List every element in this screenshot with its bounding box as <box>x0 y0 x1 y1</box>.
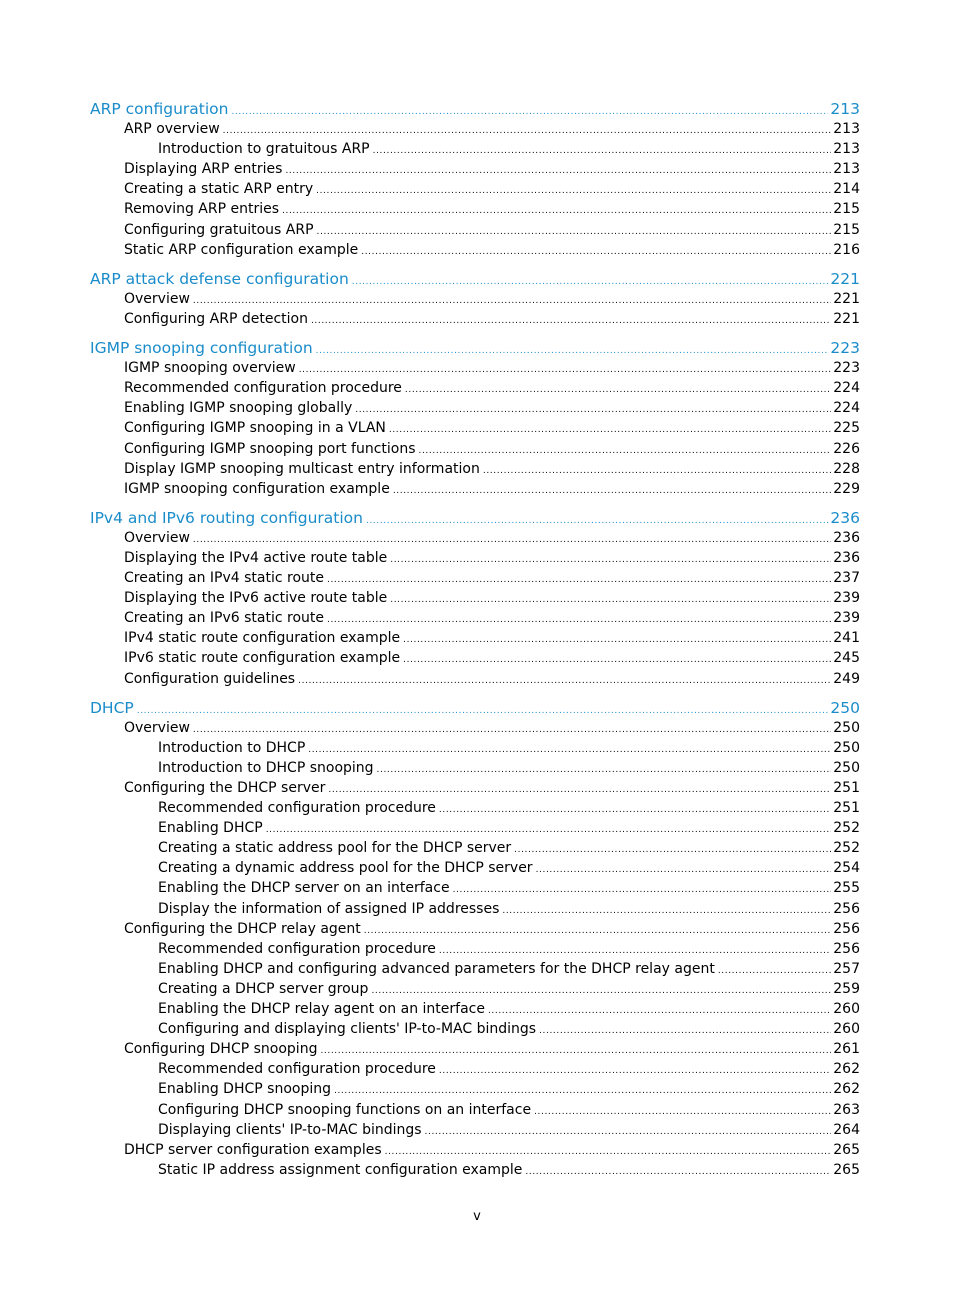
toc-entry-link[interactable] <box>124 240 860 260</box>
toc-entry-link[interactable] <box>158 959 860 979</box>
toc-entry-link[interactable] <box>124 778 860 798</box>
toc-entry-link[interactable] <box>124 289 860 309</box>
dot-leader <box>282 206 831 216</box>
dot-leader <box>377 765 832 775</box>
dot-leader <box>514 845 831 855</box>
toc-entry-link[interactable] <box>124 418 860 438</box>
toc-entry-page-number: 221 <box>833 310 860 327</box>
toc-entry-page-number: 245 <box>833 650 860 667</box>
dot-leader <box>327 575 831 585</box>
toc-entry-page-number: 260 <box>833 1021 860 1038</box>
dot-leader <box>364 926 832 936</box>
toc-entry-page-number: 256 <box>833 940 860 957</box>
toc-entry-title: Introduction to DHCP <box>158 739 306 756</box>
toc-entry-page-number: 263 <box>833 1101 860 1118</box>
toc-entry-title: Recommended configuration procedure <box>124 380 402 397</box>
dot-leader <box>361 247 831 257</box>
toc-entry-title: DHCP <box>90 698 134 717</box>
toc-entry-title: Configuring the DHCP server <box>124 780 326 796</box>
toc-entry-title: Enabling IGMP snooping globally <box>124 400 353 417</box>
toc-entry-link[interactable] <box>158 1120 860 1140</box>
toc-entry-link[interactable] <box>158 899 860 919</box>
toc-entry-title: Configuring DHCP snooping <box>124 1041 318 1058</box>
dot-leader <box>534 1107 831 1117</box>
toc-entry-link[interactable] <box>124 919 860 939</box>
toc-entry-page-number: 254 <box>833 860 860 877</box>
toc-entry-page-number: 252 <box>833 820 860 837</box>
toc-entry-page-number: 261 <box>833 1041 860 1058</box>
toc-entry-title: Creating a dynamic address pool for the DHCP server <box>158 860 533 877</box>
toc-entry-title: Creating a static address pool for the DHCP server <box>158 840 512 857</box>
toc-entry-link[interactable] <box>158 979 860 999</box>
toc-entry-page-number: 256 <box>833 900 860 917</box>
toc-entry-title: Configuring DHCP snooping functions on an interface <box>158 1101 532 1118</box>
toc-entry-title: Configuring and displaying clients' IP-to-MAC bindings <box>158 1021 537 1038</box>
toc-entry-link[interactable] <box>158 758 860 778</box>
dot-leader <box>390 555 831 565</box>
toc-entry-page-number: 213 <box>833 141 860 158</box>
dot-leader <box>298 676 831 686</box>
dot-leader <box>403 635 831 645</box>
toc-entry-link[interactable] <box>158 999 860 1019</box>
toc-entry-title: Creating an IPv6 static route <box>124 610 324 627</box>
toc-entry-page-number: 259 <box>833 980 860 997</box>
toc-entry-page-number: 239 <box>833 610 860 627</box>
dot-leader <box>373 146 832 156</box>
toc-entry-page-number: 250 <box>830 698 860 717</box>
toc-entry-page-number: 241 <box>833 630 860 647</box>
toc-entry-page-number: 215 <box>833 221 860 238</box>
toc-entry-title: Recommended configuration procedure <box>158 940 436 957</box>
toc-section <box>0 508 954 689</box>
dot-leader <box>193 296 831 306</box>
dot-leader <box>439 1066 831 1076</box>
toc-entry-page-number: 226 <box>833 440 860 457</box>
toc-section <box>0 99 954 260</box>
toc-entry-page-number: 262 <box>833 1081 860 1098</box>
toc-entry-page-number: 252 <box>833 840 860 857</box>
toc-entry-title: IPv4 and IPv6 routing configuration <box>90 508 363 527</box>
dot-leader <box>483 466 831 476</box>
toc-section <box>0 698 954 1180</box>
toc-chapter-link[interactable] <box>90 99 860 119</box>
toc-entry-title: Displaying clients' IP-to-MAC bindings <box>158 1121 422 1138</box>
page-number: v <box>473 1209 481 1224</box>
toc-entry-title: Creating a static ARP entry <box>124 181 314 198</box>
dot-leader <box>320 1046 831 1056</box>
toc-entry-link[interactable] <box>124 669 860 689</box>
dot-leader <box>266 825 832 835</box>
dot-leader <box>317 227 832 237</box>
toc-entry-page-number: 251 <box>833 780 860 796</box>
toc-chapter-link[interactable] <box>90 338 860 358</box>
toc-entry-link[interactable] <box>158 139 860 159</box>
toc-entry-link[interactable] <box>124 309 860 329</box>
toc-entry-page-number: 265 <box>833 1161 860 1178</box>
toc-entry-link[interactable] <box>124 588 860 608</box>
toc-entry-title: IGMP snooping overview <box>124 360 296 377</box>
dot-leader <box>419 446 832 456</box>
toc-entry-page-number: 265 <box>833 1141 860 1158</box>
toc-entry-link[interactable] <box>124 568 860 588</box>
toc-entry-title: Overview <box>124 719 190 736</box>
dot-leader <box>718 966 831 976</box>
dot-leader <box>439 805 831 815</box>
dot-leader <box>231 107 828 117</box>
toc-entry-link[interactable] <box>124 398 860 418</box>
toc-entry-title: Enabling DHCP and configuring advanced parameters for the DHCP relay agent <box>158 960 715 977</box>
dot-leader <box>137 706 829 716</box>
toc-entry-link[interactable] <box>158 1100 860 1120</box>
dot-leader <box>536 865 832 875</box>
toc-entry-page-number: 215 <box>833 201 860 218</box>
dot-leader <box>311 316 831 326</box>
toc-entry-title: Recommended configuration procedure <box>158 800 436 817</box>
toc-entry-page-number: 229 <box>833 480 860 497</box>
toc-entry-page-number: 221 <box>830 269 860 288</box>
toc-entry-page-number: 223 <box>830 339 860 358</box>
toc-entry-page-number: 213 <box>833 161 860 178</box>
toc-entry-title: Overview <box>124 529 190 546</box>
dot-leader <box>539 1026 831 1036</box>
toc-entry-page-number: 264 <box>833 1121 860 1138</box>
toc-entry-title: Configuring ARP detection <box>124 310 308 327</box>
toc-entry-title: IGMP snooping configuration <box>90 339 313 358</box>
dot-leader <box>223 126 832 136</box>
dot-leader <box>316 186 831 196</box>
toc-entry-title: Configuring the DHCP relay agent <box>124 920 361 937</box>
toc-entry-title: ARP overview <box>124 121 220 138</box>
toc-entry-page-number: 224 <box>833 380 860 397</box>
dot-leader <box>316 346 829 356</box>
dot-leader <box>425 1127 832 1137</box>
toc-entry-link[interactable] <box>158 1019 860 1039</box>
toc-entry-page-number: 237 <box>833 570 860 587</box>
toc-entry-page-number: 260 <box>833 1001 860 1018</box>
toc-entry-page-number: 250 <box>833 739 860 756</box>
dot-leader <box>393 486 831 496</box>
toc-entry-title: Configuration guidelines <box>124 670 296 687</box>
toc-entry-link[interactable] <box>158 878 860 898</box>
dot-leader <box>193 725 831 735</box>
dot-leader <box>334 1086 831 1096</box>
toc-entry-page-number: 256 <box>833 920 860 937</box>
toc-entry-page-number: 228 <box>833 460 860 477</box>
toc-entry-link[interactable] <box>124 179 860 199</box>
toc-entry-title: Enabling DHCP snooping <box>158 1081 331 1098</box>
toc-entry-title: Configuring IGMP snooping port functions <box>124 440 416 457</box>
toc-entry-link[interactable] <box>124 459 860 479</box>
toc-entry-title: Displaying the IPv4 active route table <box>124 549 388 566</box>
dot-leader <box>328 785 831 795</box>
dot-leader <box>390 595 831 605</box>
toc-entry-link[interactable] <box>124 220 860 240</box>
toc-entry-page-number: 239 <box>833 590 860 607</box>
toc-entry-title: Enabling DHCP <box>158 820 263 837</box>
toc-entry-title: Configuring gratuitous ARP <box>124 221 314 238</box>
toc-chapter-link[interactable] <box>90 508 860 528</box>
toc-entry-link[interactable] <box>158 738 860 758</box>
toc-entry-page-number: 257 <box>833 960 860 977</box>
toc-entry-link[interactable] <box>124 628 860 648</box>
toc-entry-page-number: 251 <box>833 800 860 817</box>
toc-entry-link[interactable] <box>124 608 860 628</box>
toc-entry-page-number: 216 <box>833 241 860 258</box>
toc-entry-title: Overview <box>124 290 190 307</box>
dot-leader <box>371 986 831 996</box>
toc-entry-link[interactable] <box>124 479 860 499</box>
toc-entry-link[interactable] <box>158 798 860 818</box>
toc-entry-title: Recommended configuration procedure <box>158 1061 436 1078</box>
toc-entry-link[interactable] <box>158 818 860 838</box>
toc-entry-link[interactable] <box>124 159 860 179</box>
toc-entry-link[interactable] <box>124 378 860 398</box>
toc-entry-title: ARP attack defense configuration <box>90 269 349 288</box>
toc-entry-link[interactable] <box>124 199 860 219</box>
toc-entry-title: Configuring IGMP snooping in a VLAN <box>124 420 386 437</box>
toc-chapter-link[interactable] <box>90 269 860 289</box>
toc-entry-link[interactable] <box>124 648 860 668</box>
toc-entry-title: ARP configuration <box>90 100 229 118</box>
toc-entry-page-number: 213 <box>833 121 860 138</box>
toc-entry-page-number: 214 <box>833 181 860 198</box>
toc-entry-title: Static IP address assignment configuration example <box>158 1161 523 1178</box>
toc-entry-link[interactable] <box>124 548 860 568</box>
toc-entry-link[interactable] <box>124 119 860 139</box>
toc-entry-link[interactable] <box>124 358 860 378</box>
toc-entry-link[interactable] <box>158 939 860 959</box>
toc-entry-link[interactable] <box>158 858 860 878</box>
toc-entry-title: Introduction to DHCP snooping <box>158 759 374 776</box>
toc-entry-link[interactable] <box>158 1160 860 1180</box>
dot-leader <box>355 405 831 415</box>
toc-entry-link[interactable] <box>124 1140 860 1160</box>
toc-entry-page-number: 236 <box>830 508 860 527</box>
toc-entry-link[interactable] <box>158 1079 860 1099</box>
dot-leader <box>502 906 831 916</box>
toc-entry-page-number: 223 <box>833 360 860 377</box>
toc-entry-title: Enabling the DHCP server on an interface <box>158 880 450 897</box>
toc-entry-page-number: 250 <box>833 719 860 736</box>
toc-entry-title: Creating an IPv4 static route <box>124 570 324 587</box>
dot-leader <box>352 277 829 287</box>
toc-entry-title: Displaying ARP entries <box>124 161 283 178</box>
toc-entry-title: IGMP snooping configuration example <box>124 480 390 497</box>
dot-leader <box>439 946 831 956</box>
toc-section <box>0 338 954 499</box>
toc-entry-title: Static ARP configuration example <box>124 241 359 258</box>
toc-entry-page-number: 249 <box>833 670 860 687</box>
toc-entry-page-number: 262 <box>833 1061 860 1078</box>
toc-entry-title: Creating a DHCP server group <box>158 980 369 997</box>
toc-entry-page-number: 224 <box>833 400 860 417</box>
toc-entry-page-number: 221 <box>833 290 860 307</box>
dot-leader <box>403 655 831 665</box>
toc-entry-page-number: 225 <box>833 420 860 437</box>
toc-chapter-link[interactable] <box>90 698 860 718</box>
dot-leader <box>405 385 831 395</box>
dot-leader <box>525 1167 831 1177</box>
dot-leader <box>285 166 831 176</box>
toc-section <box>0 269 954 329</box>
toc-entry-title: Display the information of assigned IP addresses <box>158 900 500 917</box>
dot-leader <box>453 885 832 895</box>
toc-entry-title: Introduction to gratuitous ARP <box>158 141 370 158</box>
toc-entry-page-number: 250 <box>833 759 860 776</box>
toc-entry-page-number: 236 <box>833 529 860 546</box>
toc-entry-link[interactable] <box>124 718 860 738</box>
toc-entry-title: IPv6 static route configuration example <box>124 650 401 667</box>
toc-entry-link[interactable] <box>158 1059 860 1079</box>
toc-entry-title: DHCP server configuration examples <box>124 1141 382 1158</box>
toc-entry-page-number: 236 <box>833 549 860 566</box>
dot-leader <box>308 745 831 755</box>
toc-entry-title: Display IGMP snooping multicast entry information <box>124 460 480 477</box>
toc-entry-title: Removing ARP entries <box>124 201 280 218</box>
dot-leader <box>389 425 831 435</box>
dot-leader <box>488 1006 831 1016</box>
dot-leader <box>327 615 831 625</box>
toc-entry-page-number: 255 <box>833 880 860 897</box>
toc-entry-link[interactable] <box>124 439 860 459</box>
toc-entry-title: Enabling the DHCP relay agent on an interface <box>158 1001 485 1018</box>
toc-entry-link[interactable] <box>124 1039 860 1059</box>
toc-entry-page-number: 213 <box>830 100 860 118</box>
toc-entry-link[interactable] <box>158 838 860 858</box>
dot-leader <box>193 535 831 545</box>
dot-leader <box>385 1147 832 1157</box>
dot-leader <box>366 516 828 526</box>
dot-leader <box>299 365 832 375</box>
toc-entry-title: Displaying the IPv6 active route table <box>124 590 388 607</box>
toc-entry-title: IPv4 static route configuration example <box>124 630 401 647</box>
toc-entry-link[interactable] <box>124 528 860 548</box>
